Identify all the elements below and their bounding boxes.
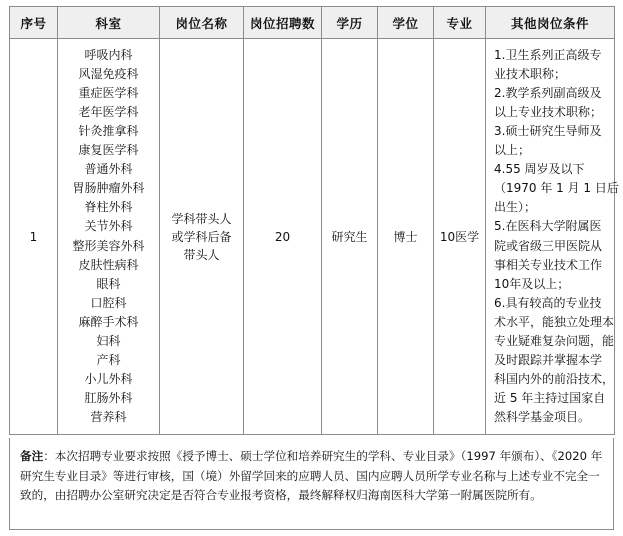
department-list — [58, 46, 159, 428]
position-name-text: 学科带头人或学科后备带头人 — [171, 211, 232, 262]
cell-major: 10医学 — [434, 39, 486, 435]
department-item: 产科 — [96, 353, 121, 368]
condition-line: 以上； — [494, 143, 531, 158]
condition-line: 专业疑难复杂问题，能 — [494, 333, 615, 348]
condition-line: 然科学基金项目。 — [494, 410, 591, 425]
department-item: 营养科 — [90, 410, 127, 425]
condition-line: 2.教学系列副高级及 — [494, 85, 602, 100]
cell-departments — [58, 39, 160, 435]
remarks-text: ：本次招聘专业要求按照《授予博士、硕士学位和培养研究生的学科、专业目录》（1997 年颁布）、《2020 年研究生专业目录》等进行审核，国（境）外留学回来的应聘人员、国内应聘人员所学专业名称与上述专业不完全一致的，由招聘办公室研究决定是否符合专业报考资格，最终解释权归海南医科大学第一附属医院所有。 — [20, 449, 603, 503]
condition-line: 科国内外的前沿技术， — [494, 372, 615, 387]
condition-line: 院或省级三甲医院从 — [494, 238, 603, 253]
condition-line: 及时跟踪并掌握本学 — [494, 353, 603, 368]
header-index: 序号 — [10, 7, 58, 39]
condition-line: 出生）； — [494, 200, 537, 215]
cell-other-conditions — [486, 39, 619, 435]
department-item: 皮肤性病科 — [78, 257, 139, 272]
table-row — [10, 39, 615, 435]
department-item: 麻醉手术科 — [78, 314, 139, 329]
remarks-note — [9, 438, 614, 530]
header-education: 学历 — [322, 7, 378, 39]
cell-degree: 博士 — [378, 39, 434, 435]
department-item: 整形美容外科 — [72, 238, 145, 253]
condition-line: 术水平，能独立处理本 — [494, 314, 615, 329]
condition-line: 业技术职称； — [494, 66, 567, 81]
condition-line: 4.55 周岁及以下 — [494, 162, 585, 177]
header-degree: 学位 — [378, 7, 434, 39]
department-item: 胃肠肿瘤外科 — [72, 181, 145, 196]
department-item: 康复医学科 — [78, 143, 139, 158]
header-department: 科室 — [58, 7, 160, 39]
department-item: 眼科 — [96, 276, 121, 291]
condition-line: （1970 年 1 月 1 日后 — [494, 181, 619, 196]
department-item: 肛肠外科 — [84, 391, 133, 406]
condition-line: 5.在医科大学附属医 — [494, 219, 602, 234]
department-item: 针灸推拿科 — [78, 123, 139, 138]
table-header-row — [10, 7, 615, 39]
condition-line: 10年及以上； — [494, 276, 570, 291]
cell-index: 1 — [10, 39, 58, 435]
header-other-conditions: 其他岗位条件 — [486, 7, 615, 39]
remarks-label: 备注 — [20, 449, 44, 463]
department-item: 老年医学科 — [78, 104, 139, 119]
recruitment-table — [9, 6, 619, 435]
condition-line: 以上专业技术职称； — [494, 104, 603, 119]
header-position-name: 岗位名称 — [160, 7, 244, 39]
cell-openings: 20 — [244, 39, 322, 435]
department-item: 小儿外科 — [84, 372, 133, 387]
department-item: 脊柱外科 — [84, 200, 133, 215]
department-item: 妇科 — [96, 333, 121, 348]
condition-line: 6.具有较高的专业技 — [494, 295, 602, 310]
department-item: 重症医学科 — [78, 85, 139, 100]
header-major: 专业 — [434, 7, 486, 39]
condition-line: 3.硕士研究生导师及 — [494, 123, 602, 138]
header-openings: 岗位招聘数 — [244, 7, 322, 39]
cell-education: 研究生 — [322, 39, 378, 435]
department-item: 关节外科 — [84, 219, 133, 234]
department-item: 口腔科 — [90, 295, 127, 310]
condition-line: 事相关专业技术工作 — [494, 257, 603, 272]
condition-line: 1.卫生系列正高级专 — [494, 47, 602, 62]
department-item: 风湿免疫科 — [78, 66, 139, 81]
condition-line: 近 5 年主持过国家自 — [494, 391, 606, 406]
department-item: 呼吸内科 — [84, 47, 133, 62]
cell-position-name — [160, 39, 244, 435]
department-item: 普通外科 — [84, 162, 133, 177]
